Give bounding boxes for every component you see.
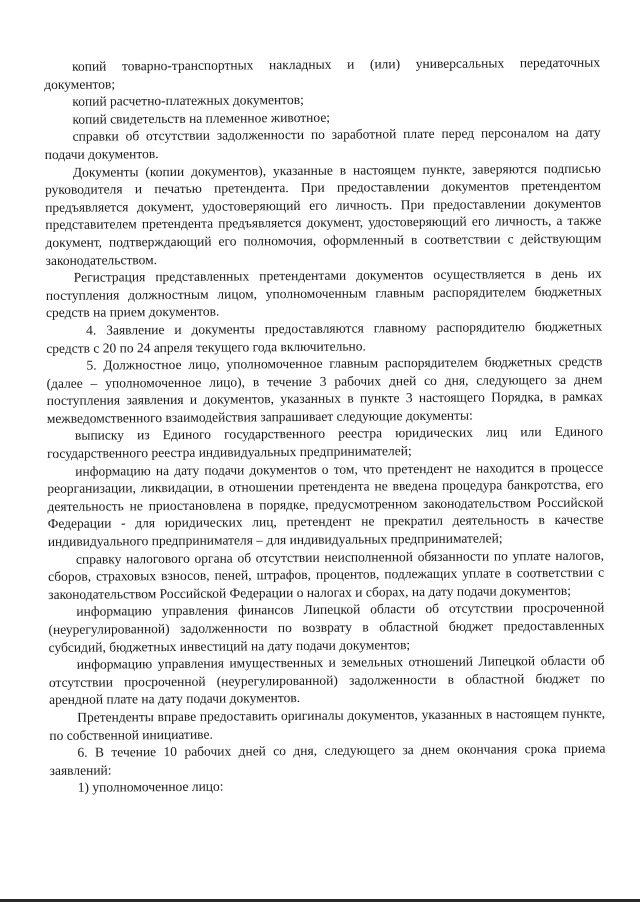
paragraph-tax-certificate: справку налогового органа об отсутствии неисполненной обязанности по уплате налогов, сборов, страховых взносов, пеней, штрафов, процентов, подлежащих уплате в соответствии с законодательством Российской Федерации о налогах и сборах, на дату подачи документов;: [48, 547, 605, 602]
paragraph-document-certification: Документы (копии документов), указанные в настоящем пункте, заверяются подписью руководителя и печатью претендента. При предоставлении документов претендентом предъявляется документ, удостоверяющий его личность. При предоставлении документов представителем претендента предъявляется документ, удостоверяющий его личность, а также документ, подтверждающий его полномочия, оформленный в соответствии с действующим законодательством.: [44, 160, 602, 268]
document-body: [44, 54, 606, 797]
paragraph-breeding-certificates: копий свидетельств на племенное животное;: [72, 109, 331, 127]
scan-bottom-edge: [0, 899, 640, 902]
paragraph-registration: Регистрация представленных претендентами документов осуществляется в день их поступления должностным лицом, уполномоченным главным распорядителем бюджетных средств на прием документов.: [45, 265, 602, 321]
paragraph-subitem-1: 1) уполномоченное лицо:: [77, 778, 224, 796]
paragraph-property-info: информацию управления имущественных и земельных отношений Липецкой области об отсутствии просроченной (неурегулированной) задолженности в областной бюджет по арендной плате на дату подачи документов.: [48, 652, 605, 708]
paragraph-salary-debt-certificate: справки об отсутствии задолженности по заработной плате перед персоналом на дату подачи документов.: [44, 125, 601, 162]
paragraph-finance-info: информацию управления финансов Липецкой области об отсутствии просроченной (неурегулированной) задолженности по возврату в областной бюджет предоставленных субсидий, бюджетных инвестиций на дату подачи документов;: [48, 600, 605, 655]
paragraph-originals: Претенденты вправе предоставить оригиналы документов, указанных в настоящем пункте, по собственной инициативе.: [49, 705, 606, 743]
paragraph-consignment-notes: копий товарно-транспортных накладных и (или) универсальных передаточных документов;: [44, 54, 601, 92]
paragraph-payment-documents: копий расчетно-платежных документов;: [72, 92, 304, 109]
paragraph-item-5: 5. Должностное лицо, уполномоченное главным распорядителем бюджетных средств (далее – уполномоченное лицо), в течение 3 рабочих дней со дня, следующего за днем поступления заявления и документов, указанных в пункте 3 настоящего Порядка, в рамках межведомственного взаимодействия запрашивает следующие документы:: [46, 353, 603, 426]
paragraph-item-4: 4. Заявление и документы предоставляются главному распорядителю бюджетных средств с 20 по 24 апреля текущего года включительно.: [46, 318, 603, 356]
paragraph-registry-extract: выписку из Единого государственного реестра юридических лиц или Единого государственного реестра индивидуальных предпринимателей;: [47, 424, 604, 462]
paragraph-reorganization-info: информацию на дату подачи документов о том, что претендент не находится в процессе реорганизации, ликвидации, в отношении претендента не введена процедура банкротства, его деятельность не приостановлена в порядке, предусмотренном законодательством Российской Федерации - для юридических лиц, претендент не прекратил деятельность в качестве индивидуального предпринимателя – для индивидуальных предпринимателей;: [47, 459, 604, 550]
paragraph-item-6: 6. В течение 10 рабочих дней со дня, следующего за днем окончания срока приема заявлений:: [49, 740, 606, 778]
